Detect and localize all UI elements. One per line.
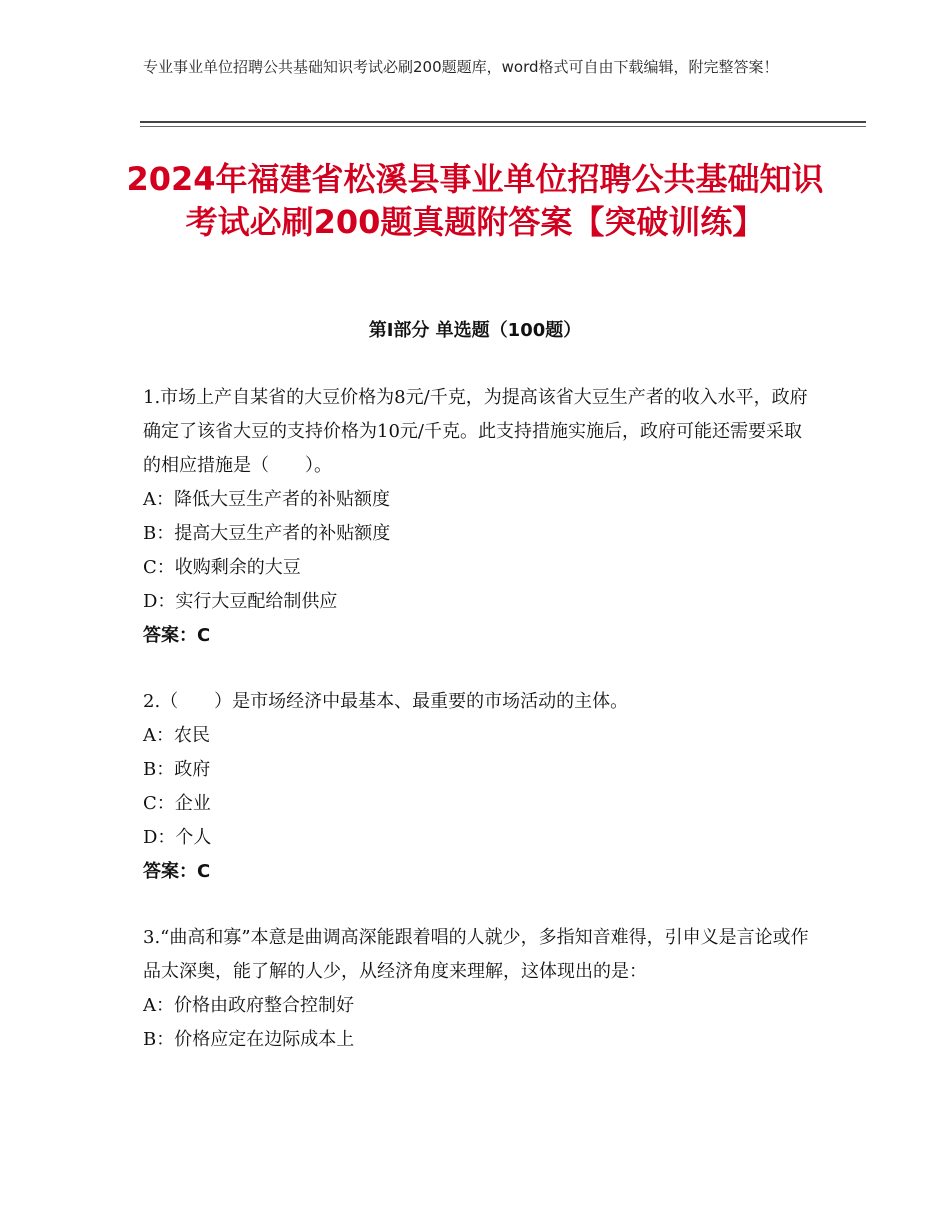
- section-heading: 第Ⅰ部分 单选题（100题）: [368, 320, 582, 341]
- answer-line: 答案：C: [143, 861, 211, 882]
- option-d: D：实行大豆配给制供应: [143, 591, 338, 612]
- question-stem: 1.市场上产自某省的大豆价格为8元/千克，为提高该省大豆生产者的收入水平，政府确定了该省大豆的支持价格为10元/千克。此支持措施实施后，政府可能还需要采取的相应措施是（ ）。: [143, 387, 808, 476]
- option-a: A：农民: [143, 725, 210, 746]
- question-1: [143, 381, 813, 653]
- question-stem: 2.（ ）是市场经济中最基本、最重要的市场活动的主体。: [143, 691, 629, 712]
- question-stem: 3.“曲高和寡”本意是曲调高深能跟着唱的人就少，多指知音难得，引申义是言论或作品太深奥，能了解的人少，从经济角度来理解，这体现出的是：: [143, 927, 809, 982]
- question-list: [143, 381, 813, 1089]
- answer-line: 答案：C: [143, 625, 211, 646]
- question-3: [143, 921, 813, 1057]
- option-a: A：降低大豆生产者的补贴额度: [143, 489, 390, 510]
- option-a: A：价格由政府整合控制好: [143, 995, 354, 1016]
- option-d: D：个人: [143, 827, 212, 848]
- header-rule-thin: [140, 126, 866, 127]
- header-rule-thick: [140, 121, 866, 123]
- option-b: B：提高大豆生产者的补贴额度: [143, 523, 391, 544]
- document-title: 2024年福建省松溪县事业单位招聘公共基础知识考试必刷200题真题附答案【突破训练】: [126, 160, 824, 241]
- question-2: [143, 685, 813, 889]
- option-b: B：政府: [143, 759, 211, 780]
- header-note: 专业事业单位招聘公共基础知识考试必刷200题题库，word格式可自由下载编辑，附完整答案！: [143, 58, 779, 76]
- option-c: C：企业: [143, 793, 211, 814]
- option-b: B：价格应定在边际成本上: [143, 1029, 355, 1050]
- option-c: C：收购剩余的大豆: [143, 557, 301, 578]
